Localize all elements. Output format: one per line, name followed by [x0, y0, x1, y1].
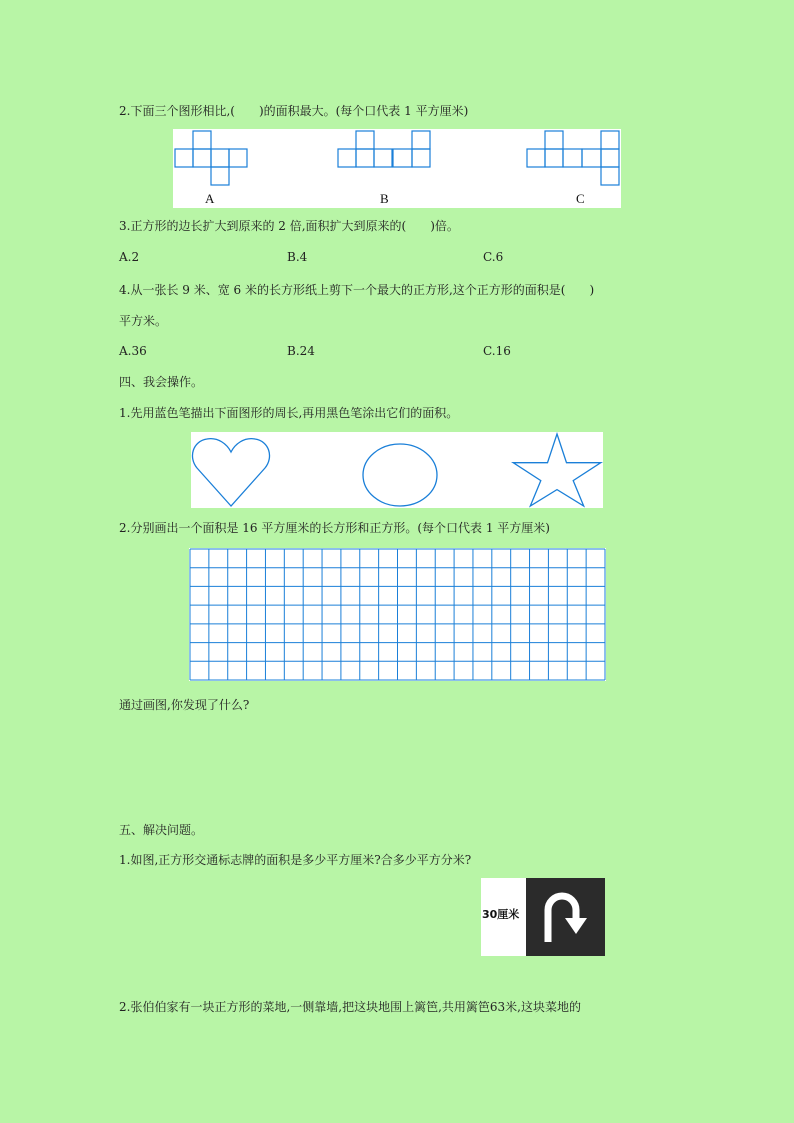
drawing-grid-panel — [189, 548, 606, 681]
q3-option-b: B.4 — [287, 250, 308, 264]
q2-figures-panel — [173, 129, 621, 208]
section5-q1-text: 1.如图,正方形交通标志牌的面积是多少平方厘米?合多少平方分米? — [119, 853, 472, 867]
q2-figures — [173, 129, 621, 208]
u-turn-icon — [526, 878, 605, 956]
section4-q1-text: 1.先用蓝色笔描出下面图形的周长,再用黑色笔涂出它们的面积。 — [119, 406, 459, 420]
section5-q2-text: 2.张伯伯家有一块正方形的菜地,一侧靠墙,把这块地围上篱笆,共用篱笆63米,这块菜地的 — [119, 1000, 581, 1014]
label-a: A — [205, 191, 215, 206]
shapes-panel — [191, 432, 603, 508]
figure-a — [175, 131, 247, 185]
figure-b — [338, 131, 430, 167]
section4-q2-text: 2.分别画出一个面积是 16 平方厘米的长方形和正方形。(每个口代表 1 平方厘米) — [119, 521, 550, 535]
q4-text-line1: 4.从一张长 9 米、宽 6 米的长方形纸上剪下一个最大的正方形,这个正方形的面积是( ) — [119, 283, 595, 297]
oval-shape — [363, 444, 437, 506]
q4-text-line2: 平方米。 — [119, 314, 168, 328]
q4-option-a: A.36 — [119, 344, 147, 358]
heart-shape — [192, 439, 269, 506]
section4-followup: 通过画图,你发现了什么? — [119, 698, 250, 712]
figure-c — [527, 131, 619, 185]
sign-plate — [526, 878, 605, 956]
q4-option-c: C.16 — [483, 344, 511, 358]
drawing-grid[interactable] — [189, 548, 606, 681]
q4-option-b: B.24 — [287, 344, 315, 358]
section4-title: 四、我会操作。 — [119, 375, 204, 389]
traffic-sign-figure — [481, 878, 605, 956]
star-shape — [513, 434, 601, 506]
label-c: C — [576, 191, 585, 206]
shapes — [191, 432, 603, 508]
label-b: B — [380, 191, 389, 206]
sign-dimension-label: 30厘米 — [482, 908, 520, 921]
q3-text: 3.正方形的边长扩大到原来的 2 倍,面积扩大到原来的( )倍。 — [119, 219, 459, 233]
q2-text: 2.下面三个图形相比,( )的面积最大。(每个口代表 1 平方厘米) — [119, 104, 469, 118]
q3-option-c: C.6 — [483, 250, 504, 264]
q3-option-a: A.2 — [119, 250, 140, 264]
section5-title: 五、解决问题。 — [119, 823, 204, 837]
